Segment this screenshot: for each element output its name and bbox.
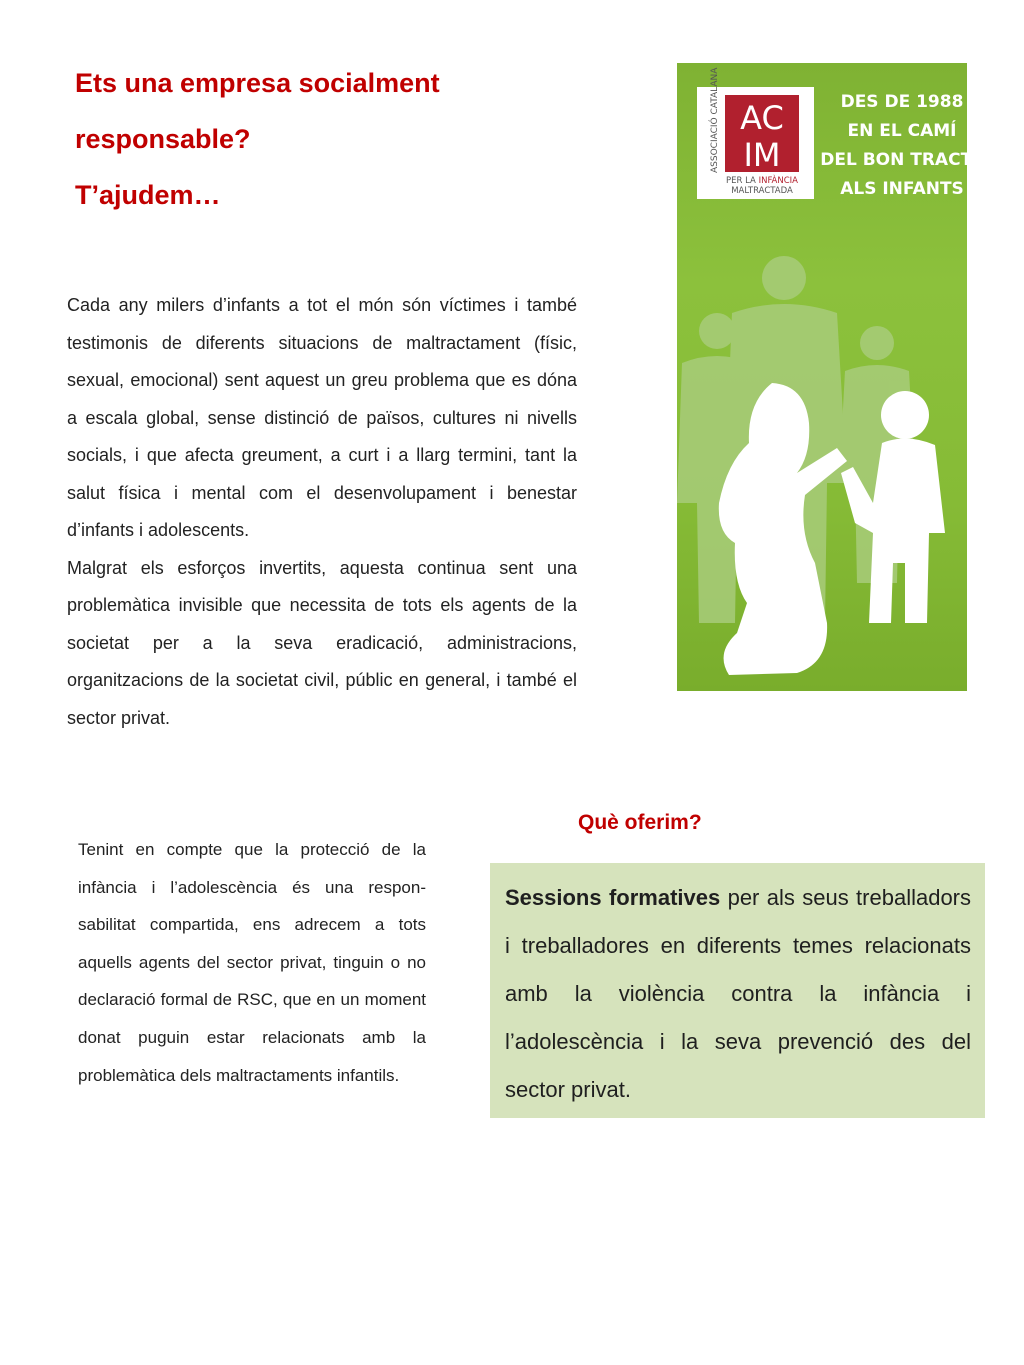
slogan-line-2: EN EL CAMÍ (847, 121, 957, 141)
offer-rest: per als seus treballadors i treballadores en diferents temes relacionats amb la violència contra la infància i l’adolescència i la seva prevenció des del sector privat. (505, 885, 972, 1102)
private-sector-text: Tenint en compte que la protecció de la infància i l’adolescència és una respon-sabilitat compartida, ens adrecem a tots aquells agents del sector privat, tinguin o no declaració formal de RSC, que en un moment donat puguin estar relacionats amb la problemàtica dels maltractaments infantils. (78, 840, 426, 1085)
page-title (75, 55, 495, 223)
offer-bold: Sessions formatives (505, 885, 721, 910)
title-line-2: responsable? (75, 124, 251, 154)
offer-box (490, 863, 985, 1118)
title-line-3: T’ajudem… (75, 180, 221, 210)
slogan-line-1: DES DE 1988 (840, 92, 964, 112)
logo-caption-line-1: PER LA INFÀNCIA (726, 176, 798, 186)
offer-text (505, 874, 971, 1114)
title-line-1: Ets una empresa socialment (75, 68, 440, 98)
logo-side-text: ASSOCIACIÓ CATALANA (710, 67, 720, 173)
poster-graphic (677, 63, 984, 691)
poster-slogan (820, 92, 984, 199)
logo-letters-top: AC (740, 99, 784, 137)
offer-heading: Què oferim? (578, 811, 702, 834)
logo-caption-line-2: MALTRACTADA (731, 186, 793, 196)
acim-logo (697, 67, 814, 199)
intro-paragraph-1: Cada any milers d’infants a tot el món són víctimes i també testimonis de diferents situacions de maltractament (físic, sexual, emocional) sent aquest un greu problema que es dóna a escala global, sense distinció de països, cultures ni nivells socials, i que afecta greument, a curt i a llarg termini, tant la salut física i mental com el desenvolupament i benestar d’infants i adolescents. (67, 295, 577, 540)
slogan-line-4: ALS INFANTS (840, 179, 964, 199)
slogan-line-3: DEL BON TRACTE (820, 150, 984, 170)
intro-paragraph-2: Malgrat els esforços invertits, aquesta continua sent una problemàtica invisible que necessita de tots els agents de la societat per a la seva eradicació, administracions, organitzacions de la societat civil, públic en general, i també el sector privat. (67, 557, 577, 728)
intro-text (67, 287, 577, 737)
acim-poster (677, 63, 984, 691)
logo-letters-bottom: IM (743, 136, 781, 174)
